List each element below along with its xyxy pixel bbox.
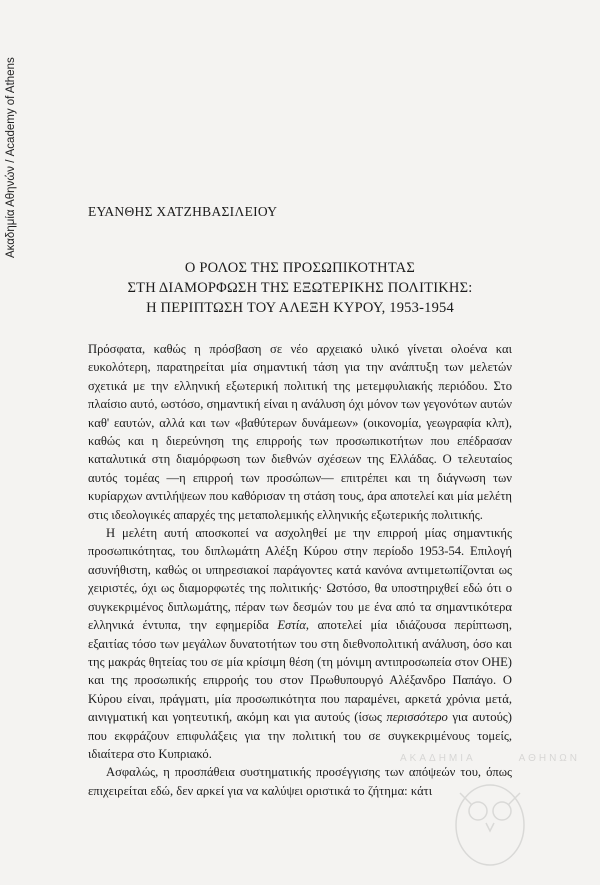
watermark-word-1: ΑΚΑΔΗΜΙΑ [400, 753, 476, 764]
author-name: ΕΥΑΝΘΗΣ ΧΑΤΖΗΒΑΣΙΛΕΙΟΥ [88, 204, 278, 219]
paragraph-2-part-a: Η μελέτη αυτή αποσκοπεί να ασχοληθεί με την επιρροή μίας σημαντικής προσωπικότητας, του διπλωμάτη Αλέξη Κύρου στην περίοδο 1953-54. Επιλογή ασυνήθιστη, καθώς οι υπηρεσιακοί παράγοντες κατά κανόνα αντιμετωπίζονται ως χειριστές, όχι ως διαμορφωτές της πολιτικής· Ωστόσο, θα υποστηριχθεί εδώ ότι ο συγκεκριμένος διπλωμάτης, πέραν των δεσμών του με ένα από τα σημαντικότερα ελληνικά έντυπα, την εφημερίδα [88, 526, 512, 633]
watermark-word-2: ΑΘΗΝΩΝ [518, 753, 580, 764]
paragraph-2-part-c: για αυτούς) που εκφράζουν επιφυλάξεις για την πολιτική του σε συγκεκριμένους τομείς, ιδιαίτερα στο Κυπριακό. [88, 710, 512, 761]
owl-emblem-icon [400, 753, 580, 873]
title-line-2: ΣΤΗ ΔΙΑΜΟΡΦΩΣΗ ΤΗΣ ΕΞΩΤΕΡΙΚΗΣ ΠΟΛΙΤΙΚΗΣ: [127, 280, 473, 296]
title-line-3: Η ΠΕΡΙΠΤΩΣΗ ΤΟΥ ΑΛΕΞΗ ΚΥΡΟΥ, 1953-1954 [146, 300, 454, 316]
perissotero-italic: περισσότερο [386, 710, 448, 725]
article-title [60, 258, 540, 318]
title-line-1: Ο ΡΟΛΟΣ ΤΗΣ ΠΡΟΣΩΠΙΚΟΤΗΤΑΣ [184, 260, 416, 276]
article-body [88, 340, 512, 800]
estia-italic: Εστία [277, 618, 306, 633]
paragraph-2-part-b: , αποτελεί μία ιδιάζουσα περίπτωση, εξαιτίας τόσο των μεγάλων δυνατοτήτων του στη διεθνοπολιτική ανάλυση, όσο και της μακράς θητείας του σε μία κρίσιμη θέση (τη μόνιμη αντιπροσωπεία στον ΟΗΕ) και της προσωπικής επιρροής του στον Πρωθυπουργό Αλέξανδρο Παπάγο. Ο Κύρου είναι, πράγματι, μία προσωπικότητα που παραμένει, αρκετά χρόνια μετά, αινιγματική και γοητευτική, ακόμη και για αυτούς (ίσως [88, 618, 512, 725]
paragraph-3: Ασφαλώς, η προσπάθεια συστηματικής προσέγγισης των απόψεών του, όπως επιχειρείται εδώ, δεν αρκεί για να καλύψει οριστικά το ζήτημα: κάτι [88, 765, 512, 798]
academy-side-text: Ακαδημία Αθηνών / Academy of Athens [5, 57, 17, 258]
paragraph-2 [88, 524, 512, 763]
side-label [2, 40, 24, 260]
paragraph-1: Πρόσφατα, καθώς η πρόσβαση σε νέο αρχειακό υλικό γίνεται ολοένα και ευκολότερη, παρατηρείται μία σημαντική τάση για την ανάπτυξη των μελετών σχετικά με την ελληνική εξωτερική πολιτική της μετεμφυλιακής περιόδου. Στο πλαίσιο αυτό, ωστόσο, σημαντική είναι η ανάλυση όχι μόνον των γεγονότων αυτών καθ' εαυτών, αλλά και των «βαθύτερων δυνάμεων» (οικονομία, γεωγραφία κλπ), καθώς και η διερεύνηση της επιρροής των προσωπικοτήτων που επέδρασαν καταλυτικά στη διαμόρφωση των διεθνών σχέσεων της Ελλάδας. Ο τελευταίος αυτός τομέας —η επιρροή των προσώπων— επιτρέπει και τη διάγνωση των κυρίαρχων αντιλήψεων που καθόρισαν τη στάση τους, άρα αποτελεί και μία μελέτη στις ιδεολογικές απαρχές της μεταπολεμικής ελληνικής εξωτερικής πολιτικής. [88, 342, 512, 522]
academy-watermark [400, 753, 580, 873]
